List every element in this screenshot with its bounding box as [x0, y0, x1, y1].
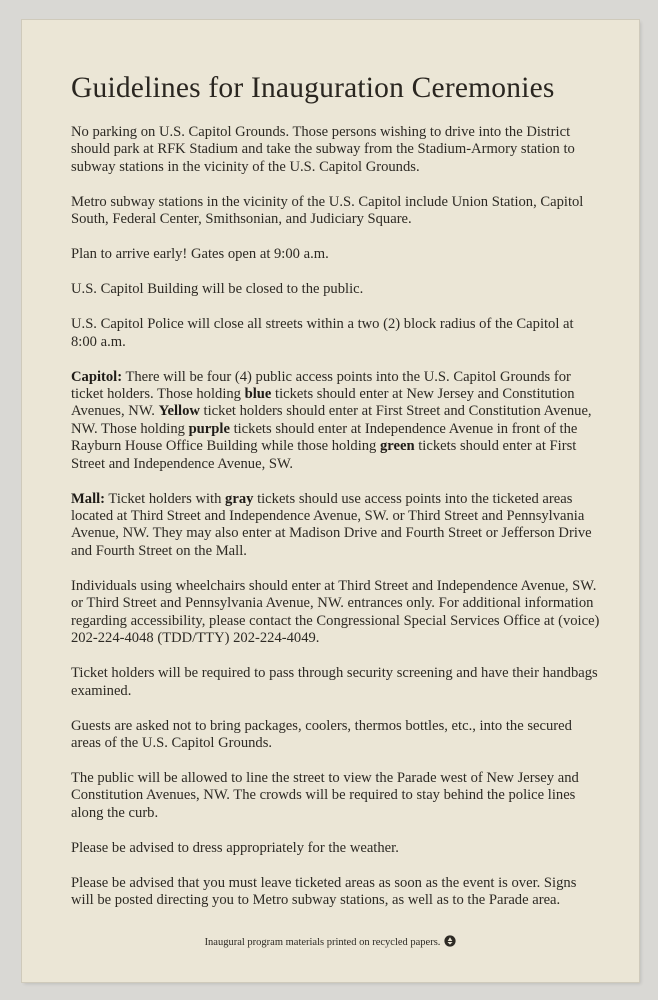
capitol-text-3: ticket holders should enter at First Street and Constitution Avenue, NW. Those holding [71, 403, 592, 437]
guidelines-body [71, 124, 601, 927]
capitol-text-4: tickets should enter at Independence Avenue in front of the Rayburn House Office Building while those holding [71, 420, 578, 455]
document-page [22, 20, 639, 982]
paragraph-capitol-access [71, 369, 601, 473]
paragraph-parking: No parking on U.S. Capitol Grounds. Those persons wishing to drive into the District should park at RFK Stadium and take the subway from the Stadium-Armory station to subway stations in the vicinity of the U.S. Capitol Grounds. [71, 124, 575, 175]
recycle-icon [444, 935, 456, 950]
capitol-heading: Capitol: [71, 368, 123, 385]
page-title: Guidelines for Inauguration Ceremonies [71, 72, 555, 104]
capitol-text-1: There will be four (4) public access points into the U.S. Capitol Grounds for ticket holders. Those holding [71, 368, 571, 403]
paragraph-mall-access [71, 491, 601, 561]
paragraph-prohibited-items: Guests are asked not to bring packages, coolers, thermos bottles, etc., into the secured areas of the U.S. Capitol Grounds. [71, 717, 572, 751]
paragraph-building-closed: U.S. Capitol Building will be closed to the public. [71, 281, 364, 298]
ticket-color-blue: blue [244, 386, 272, 403]
mall-text-2: tickets should use access points into the ticketed areas located at Third Street and Independence Avenue, SW. or Third Street and Pennsylvania Avenue, NW. They may also enter at Madison Drive and Fourth Street or Jefferson Drive and Fourth Street on the Mall. [71, 490, 592, 559]
capitol-text-2: tickets should enter at New Jersey and Constitution Avenues, NW. [71, 386, 575, 420]
paragraph-leaving: Please be advised that you must leave ticketed areas as soon as the event is over. Signs will be posted directing you to Metro subway stations, as well as to the Parade area. [71, 874, 577, 909]
ticket-color-gray: gray [225, 490, 254, 507]
mall-text-1: Ticket holders with [105, 490, 226, 507]
mall-heading: Mall: [71, 490, 106, 507]
capitol-text-5: tickets should enter at First Street and Independence Avenue, SW. [71, 438, 577, 472]
paragraph-parade-viewing: The public will be allowed to line the street to view the Parade west of New Jersey and Constitution Avenues, NW. The crowds will be required to stay behind the police lines along the curb. [71, 769, 579, 821]
footer-note [22, 935, 639, 950]
paragraph-metro-stations: Metro subway stations in the vicinity of the U.S. Capitol include Union Station, Capitol South, Federal Center, Smithsonian, and Judiciary Square. [71, 193, 584, 228]
ticket-color-purple: purple [188, 420, 230, 437]
paragraph-street-closures: U.S. Capitol Police will close all streets within a two (2) block radius of the Capitol at 8:00 a.m. [71, 316, 574, 350]
paragraph-weather: Please be advised to dress appropriately for the weather. [71, 839, 399, 856]
paragraph-security: Ticket holders will be required to pass through security screening and have their handbags examined. [71, 665, 598, 699]
footer-text: Inaugural program materials printed on recycled papers. [204, 937, 441, 948]
ticket-color-yellow: Yellow [158, 403, 200, 420]
paragraph-arrive-early: Plan to arrive early! Gates open at 9:00 a.m. [71, 246, 329, 263]
ticket-color-green: green [380, 438, 415, 455]
paragraph-accessibility: Individuals using wheelchairs should enter at Third Street and Independence Avenue, SW. or Third Street and Pennsylvania Avenue, NW. entrances only. For additional information regarding accessibility, please contact the Congressional Special Services Office at (voice) 202-224-4048 (TDD/TTY) 202-224-4049. [71, 577, 600, 647]
